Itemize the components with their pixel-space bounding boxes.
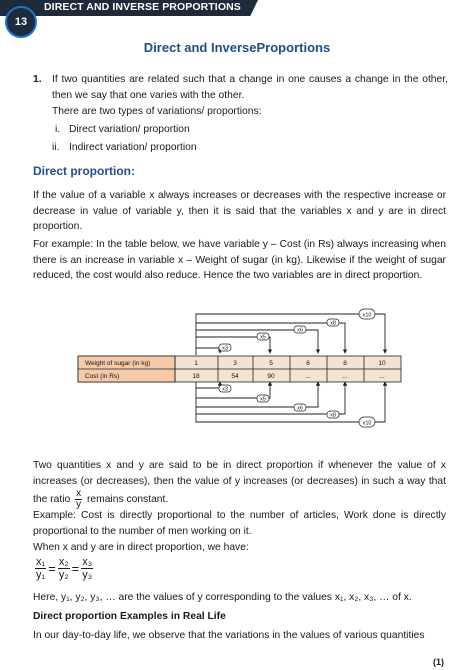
intro-text: If two quantities are related such that a change in one causes a change in the other, then we say that one varies with the other. <box>52 74 448 101</box>
values-explanation: Here, y₁, y₂, y₃, … are the values of y corresponding to the values x₁, x₂, x₃, … of x. <box>33 592 412 603</box>
cost-cell: ... <box>379 373 385 380</box>
weight-cell: 3 <box>233 360 237 367</box>
fraction-3 <box>81 556 93 581</box>
weight-cell: 1 <box>194 360 198 367</box>
weight-cell: 8 <box>343 360 347 367</box>
cost-cell: 90 <box>267 373 275 380</box>
intro-types-line: There are two types of variations/ proportions: <box>52 106 262 117</box>
ratio-equation: $\frac{\text{x₁}}{\text{y₁}}$ = $\frac{\text{x₂}}{\text{y₂}}$ = $\frac{\text{x₃}}{\text{y₃}}$ <box>36 556 93 581</box>
top-multiplier-badge: x8 <box>330 320 336 327</box>
weight-cell: 5 <box>269 360 273 367</box>
definition-text: Two quantities x and y are said to be in direct proportion if whenever the value of x increases (or decreases), then the value of y increases (or decreases) in such a way that the ratio <box>33 460 446 506</box>
fraction-2 <box>58 556 70 581</box>
numerator: x₂ <box>58 556 69 568</box>
list-marker-1: i. <box>55 124 61 135</box>
list-item-1: Direct variation/ proportion <box>69 124 190 135</box>
bottom-multiplier-badge: x8 <box>330 412 336 419</box>
cost-cell: 18 <box>192 373 200 380</box>
weight-cell: 6 <box>306 360 310 367</box>
real-life-paragraph: In our day-to-day life, we observe that the variations in the values of various quantities <box>33 630 425 641</box>
bottom-multiplier-badge: x6 <box>297 405 303 412</box>
real-life-heading: Direct proportion Examples in Real Life <box>33 611 226 622</box>
list-marker-2: ii. <box>52 142 60 153</box>
denominator: y₂ <box>58 569 69 581</box>
cost-cell: 54 <box>231 373 239 380</box>
top-multiplier-badge: x10 <box>362 312 372 319</box>
page-title: Direct and InverseProportions <box>143 40 331 55</box>
bottom-multiplier-badge: x10 <box>362 420 372 427</box>
bottom-multiplier-badge: x3 <box>222 386 228 393</box>
when-direct-paragraph: When x and y are in direct proportion, we have: <box>33 542 249 553</box>
denominator: y₁ <box>36 569 46 581</box>
top-multiplier-badge: x6 <box>297 327 303 334</box>
intro-number: 1. <box>33 74 42 85</box>
example-articles-paragraph: Example: Cost is directly proportional to the number of articles, Work done is directly proportional to the number of men working on it. <box>33 510 446 537</box>
ratio-denominator: y <box>76 499 82 511</box>
bottom-multiplier-badge: x5 <box>260 396 266 403</box>
definition-text-end: remains constant. <box>86 494 169 506</box>
definition-paragraph: If the value of a variable x always increases or decreases with the respective increase or decrease in value of variable y, then it is said that the variables x and y are in direct proportion. <box>33 190 446 233</box>
cost-cell: ... <box>342 373 348 380</box>
denominator: y₃ <box>82 569 93 581</box>
list-item-2: Indirect variation/ proportion <box>69 142 197 153</box>
numerator: x₃ <box>82 556 93 568</box>
fraction-1 <box>35 556 46 581</box>
page-number: (1) <box>433 657 444 667</box>
proportion-table-diagram <box>0 300 474 440</box>
top-multiplier-badge: x3 <box>222 345 228 352</box>
top-multiplier-badge: x5 <box>260 334 266 341</box>
weight-cell: 10 <box>378 360 386 367</box>
cost-cell: ... <box>305 373 311 380</box>
chapter-number-badge: 13 <box>5 6 37 38</box>
example-paragraph: For example: In the table below, we have variable y – Cost (in Rs) always increasing when there is an increase in variable x – Weight of sugar (in kg). Likewise if the weight of sugar reduced, the cost would also reduce. Hence the two variables are in direct proportion. <box>33 239 446 282</box>
chapter-title: DIRECT AND INVERSE PROPORTIONS <box>44 1 241 13</box>
row1-label: Weight of sugar (in kg) <box>85 360 151 367</box>
ratio-numerator: x <box>76 488 82 500</box>
row2-label: Cost (in Rs) <box>85 373 120 380</box>
numerator: x₁ <box>36 556 46 568</box>
direct-proportion-definition <box>33 458 446 510</box>
direct-proportion-heading: Direct proportion: <box>33 164 135 178</box>
